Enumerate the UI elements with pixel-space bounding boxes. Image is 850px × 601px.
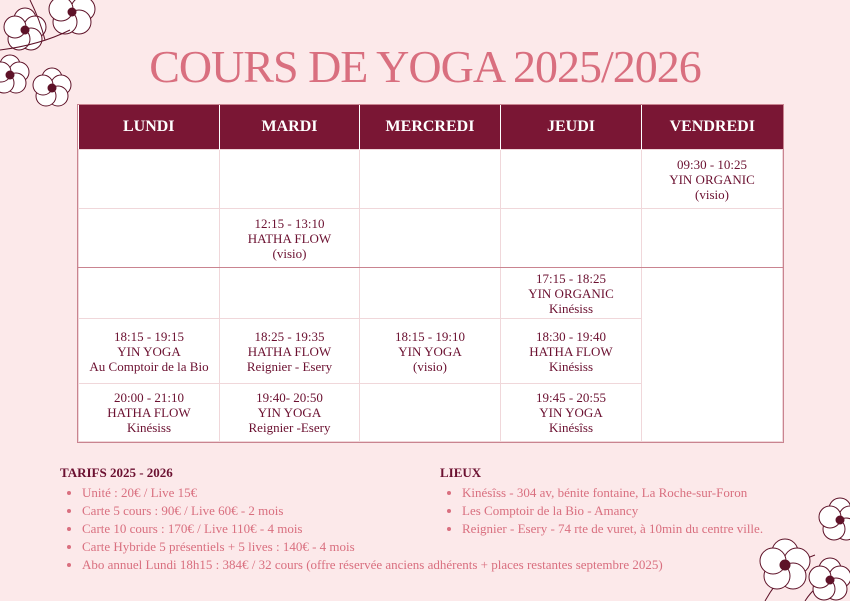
class-time: 18:25 - 19:35: [254, 328, 325, 344]
lieux-heading: LIEUX: [440, 465, 482, 480]
table-header-row: [79, 105, 783, 150]
class-name: HATHA FLOW: [247, 343, 332, 359]
class-place: (visio): [413, 358, 447, 374]
class-time: 18:15 - 19:10: [394, 328, 466, 344]
class-slot: [360, 319, 501, 384]
class-place: Kinésiss: [548, 300, 594, 316]
day-header-vendredi: VENDREDI: [642, 105, 783, 150]
table-cell: [360, 268, 501, 319]
class-slot: [220, 319, 360, 384]
table-cell: [501, 209, 642, 268]
lieux-list: [440, 484, 763, 538]
table-cell: [220, 150, 360, 209]
class-name: YIN YOGA: [539, 405, 603, 420]
class-name: YIN YOGA: [257, 405, 322, 420]
lieux-section: [440, 465, 763, 538]
tarifs-heading: TARIFS 2025 - 2026: [60, 465, 173, 480]
class-slot: [220, 384, 360, 442]
table-cell: [360, 384, 501, 442]
list-item: • Carte Hybride 5 présentiels + 5 lives : 140€ - 4 mois: [82, 538, 663, 556]
class-name: YIN YOGA: [398, 343, 462, 359]
table-cell: [220, 268, 360, 319]
class-place: (visio): [695, 186, 729, 202]
class-slot: [220, 209, 360, 268]
class-time: 09:30 - 10:25: [676, 156, 748, 172]
class-name: HATHA FLOW: [529, 343, 613, 359]
table-cell: [360, 150, 501, 209]
class-slot: [501, 384, 642, 442]
class-time: 12:15 - 13:10: [254, 215, 325, 231]
list-item: • Kinésîss - 304 av, bénite fontaine, La Roche-sur-Foron: [462, 484, 763, 502]
table-row: [79, 268, 783, 319]
day-header-mardi: MARDI: [220, 105, 360, 150]
class-time: 19:40- 20:50: [256, 390, 323, 405]
class-place: Kinésîss: [548, 420, 594, 435]
table-row: [79, 209, 783, 268]
class-name: YIN ORGANIC: [528, 285, 614, 301]
class-slot: [79, 384, 220, 442]
table-cell: [501, 150, 642, 209]
class-name: HATHA FLOW: [107, 405, 191, 420]
list-item: • Unité : 20€ / Live 15€: [82, 484, 663, 502]
class-slot: [642, 150, 783, 209]
table-cell: [642, 268, 783, 442]
schedule-table: [78, 105, 783, 442]
class-slot: [501, 319, 642, 384]
class-time: 18:15 - 19:15: [113, 328, 185, 344]
class-place: Kinésiss: [126, 420, 172, 435]
class-slot: [79, 319, 220, 384]
day-header-jeudi: JEUDI: [501, 105, 642, 150]
class-place: (visio): [272, 245, 307, 261]
table-cell: [79, 268, 220, 319]
day-header-mercredi: MERCREDI: [360, 105, 501, 150]
table-cell: [642, 209, 783, 268]
table-cell: [79, 150, 220, 209]
class-place: Reignier -Esery: [248, 420, 331, 435]
class-place: Kinésiss: [548, 358, 594, 374]
table-row: [79, 150, 783, 209]
class-name: YIN YOGA: [117, 343, 181, 359]
list-item: • Reignier - Esery - 74 rte de vuret, à 10min du centre ville.: [462, 520, 763, 538]
list-item: • Les Comptoir de la Bio - Amancy: [462, 502, 763, 520]
class-slot: [501, 268, 642, 319]
class-time: 20:00 - 21:10: [113, 390, 185, 405]
list-item: • Carte 10 cours : 170€ / Live 110€ - 4 mois: [82, 520, 663, 538]
table-cell: [360, 209, 501, 268]
table-cell: [79, 209, 220, 268]
day-header-lundi: LUNDI: [79, 105, 220, 150]
page-title: COURS DE YOGA 2025/2026: [149, 41, 701, 92]
class-time: 19:45 - 20:55: [535, 390, 607, 405]
list-item: • Abo annuel Lundi 18h15 : 384€ / 32 cours (offre réservée anciens adhérents + places restantes septembre 2025): [82, 556, 663, 574]
class-place: Au Comptoir de la Bio: [89, 358, 209, 374]
class-time: 18:30 - 19:40: [535, 328, 607, 344]
list-item: • Carte 5 cours : 90€ / Live 60€ - 2 mois: [82, 502, 663, 520]
class-place: Reignier - Esery: [246, 358, 333, 374]
class-name: HATHA FLOW: [247, 230, 332, 246]
class-name: YIN ORGANIC: [669, 171, 755, 187]
class-time: 17:15 - 18:25: [535, 270, 607, 286]
